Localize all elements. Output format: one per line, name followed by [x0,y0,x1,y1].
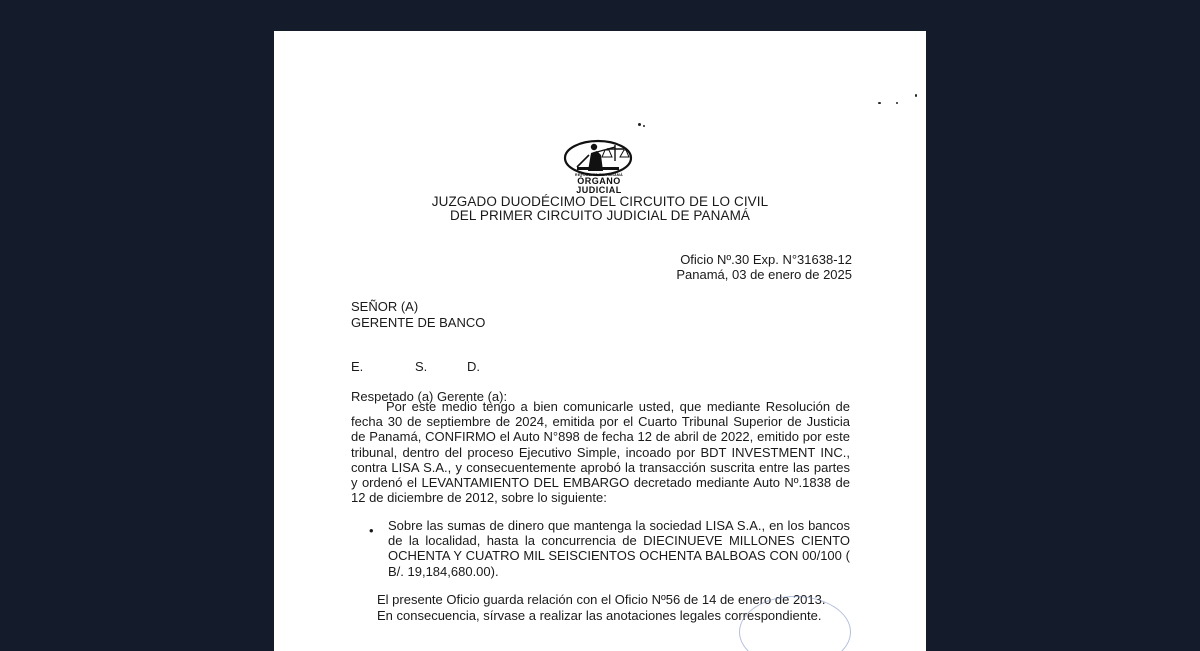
organo-judicial-logo [563,137,635,193]
logo-country-text: REPÚBLICA DE PANAMÁ [575,173,623,177]
logo-title-line1: ÓRGANO [577,176,621,186]
addressee-title: SEÑOR (A) [351,299,419,314]
oficio-reference: Oficio Nº.30 Exp. N°31638-12 [680,252,852,267]
esd-letter: S. [415,359,428,374]
scan-speck [915,94,917,97]
salutation: Respetado (a) Gerente (a): [351,389,508,404]
bullet-marker: • [369,523,374,538]
logo-title-line2: JUDICIAL [576,185,622,195]
court-name-line2: DEL PRIMER CIRCUITO JUDICIAL DE PANAMÁ [449,208,751,223]
scan-speck [878,102,881,104]
court-name-line1: JUZGADO DUODÉCIMO DEL CIRCUITO DE LO CIVIL [431,194,769,209]
document-page [274,31,926,651]
closing-line2: En consecuencia, sírvase a realizar las anotaciones legales correspondiente. [377,608,822,623]
bullet-item: Sobre las sumas de dinero que mantenga la sociedad LISA S.A., en los bancos de la localidad, hasta la concurrencia de DIECINUEVE MILLONES CIENTO OCHENTA Y CUATRO MIL SEISCIENTOS OCHENTA BALBOAS CON 00/100 ( B/. 19,184,680.00). [388,518,850,579]
addressee-role: GERENTE DE BANCO [351,315,486,330]
scales-of-justice-icon [563,137,635,177]
esd-letter: E. [351,359,364,374]
scan-speck [643,125,645,127]
scan-speck [638,123,641,126]
body-paragraph: Por este medio tengo a bien comunicarle usted, que mediante Resolución de fecha 30 de septiembre de 2024, emitida por el Cuarto Tribunal Superior de Justicia de Panamá, CONFIRMO el Auto N°898 de fecha 12 de abril de 2022, emitido por este tribunal, dentro del proceso Ejecutivo Simple, incoado por BDT INVESTMENT INC., contra LISA S.A., y consecuentemente aprobó la transacción suscrita entre las partes y ordenó el LEVANTAMIENTO DEL EMBARGO decretado mediante Auto Nº.1838 de 12 de diciembre de 2012, sobre lo siguiente: [351,399,850,506]
place-date: Panamá, 03 de enero de 2025 [676,267,852,282]
esd-letter: D. [467,359,480,374]
closing-line1: El presente Oficio guarda relación con el Oficio Nº56 de 14 de enero de 2013. [377,592,826,607]
scan-speck [896,102,898,104]
